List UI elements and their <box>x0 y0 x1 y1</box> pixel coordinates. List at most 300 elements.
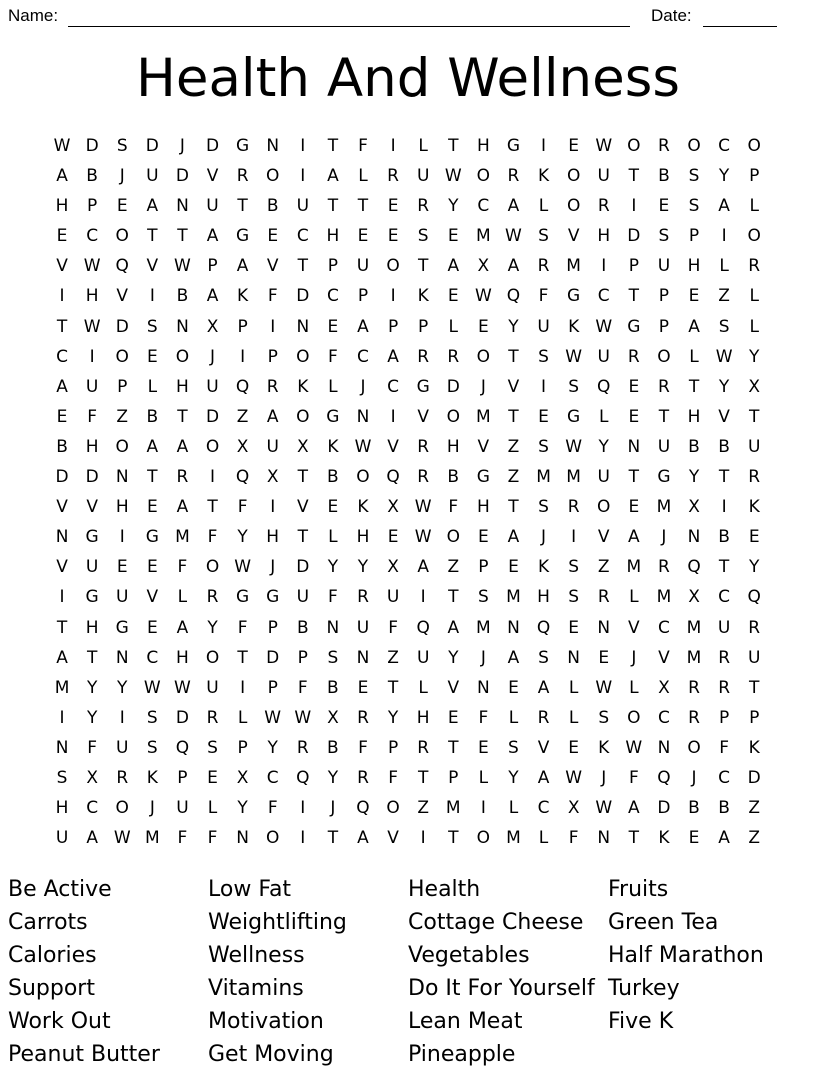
grid-letter: F <box>448 497 459 518</box>
grid-letter: C <box>357 346 369 367</box>
grid-letter: X <box>658 677 670 698</box>
grid-letter: R <box>748 617 761 638</box>
grid-letter: G <box>326 406 340 427</box>
grid-letter: M <box>476 406 491 427</box>
grid-letter: G <box>236 587 250 608</box>
grid-letter: Y <box>237 527 248 548</box>
grid-letter: S <box>508 737 519 758</box>
grid-letter: Y <box>237 798 248 819</box>
grid-letter: X <box>236 767 249 788</box>
grid-letter: I <box>300 828 306 849</box>
word-list-item: Work Out <box>8 1009 111 1034</box>
grid-letter: L <box>448 316 458 337</box>
word-list-item: Calories <box>8 943 97 968</box>
grid-letter: J <box>541 527 547 548</box>
grid-letter: M <box>566 467 581 488</box>
grid-letter: H <box>537 587 550 608</box>
grid-letter: H <box>115 497 129 518</box>
grid-letter: T <box>718 557 730 578</box>
grid-letter: Y <box>117 677 128 698</box>
grid-letter: U <box>597 467 610 488</box>
grid-letter: D <box>175 166 189 187</box>
grid-letter: U <box>356 256 370 277</box>
grid-letter: U <box>537 316 550 337</box>
grid-letter: S <box>568 376 580 397</box>
grid-letter: K <box>568 316 580 337</box>
grid-letter: N <box>687 527 701 548</box>
grid-letter: R <box>116 767 129 788</box>
grid-letter: A <box>447 617 460 638</box>
grid-letter: V <box>417 406 429 427</box>
grid-letter: A <box>56 376 68 397</box>
grid-letter: V <box>507 376 520 397</box>
grid-letter: A <box>56 647 68 668</box>
grid-letter: Y <box>267 737 278 758</box>
grid-letter: B <box>146 406 159 427</box>
grid-letter: K <box>658 828 670 849</box>
grid-letter: Y <box>718 376 730 397</box>
grid-letter: R <box>748 256 761 277</box>
word-list-item: Wellness <box>208 943 305 968</box>
grid-letter: G <box>145 527 159 548</box>
word-list-item: Half Marathon <box>608 943 764 968</box>
grid-letter: N <box>176 316 189 337</box>
grid-letter: P <box>267 677 278 698</box>
grid-letter: E <box>568 737 580 758</box>
grid-letter: O <box>747 226 761 247</box>
grid-letter: I <box>119 707 125 728</box>
grid-letter: M <box>476 226 491 247</box>
word-list-item: Pineapple <box>408 1042 516 1067</box>
word-list-item: Peanut Butter <box>8 1042 160 1067</box>
grid-letter: R <box>206 587 219 608</box>
grid-letter: R <box>357 767 369 788</box>
grid-letter: Q <box>235 467 250 488</box>
grid-letter: G <box>236 136 250 156</box>
grid-letter: S <box>688 166 700 187</box>
grid-letter: R <box>176 467 189 488</box>
grid-letter: X <box>327 707 339 728</box>
name-blank-line <box>68 26 630 27</box>
grid-letter: A <box>176 497 189 518</box>
grid-letter: P <box>117 376 128 397</box>
word-list-item: Get Moving <box>208 1042 334 1067</box>
grid-letter: Y <box>508 316 519 337</box>
grid-letter: G <box>85 587 99 608</box>
grid-letter: E <box>628 376 640 397</box>
grid-letter: B <box>266 196 279 217</box>
grid-letter: E <box>327 497 339 518</box>
grid-letter: P <box>237 737 248 758</box>
grid-letter: A <box>447 256 460 277</box>
grid-letter: O <box>476 346 491 367</box>
grid-letter: R <box>447 346 460 367</box>
grid-letter: T <box>327 828 339 849</box>
grid-letter: V <box>56 256 68 277</box>
grid-letter: W <box>474 286 492 307</box>
grid-letter: W <box>294 707 312 728</box>
grid-letter: F <box>358 737 368 758</box>
grid-letter: P <box>749 166 760 187</box>
grid-letter: A <box>387 346 399 367</box>
grid-letter: L <box>749 316 759 337</box>
grid-letter: R <box>597 196 610 217</box>
grid-letter: P <box>448 767 459 788</box>
grid-letter: H <box>85 436 99 457</box>
grid-letter: G <box>416 376 430 397</box>
grid-letter: K <box>297 376 309 397</box>
grid-letter: A <box>507 647 520 668</box>
grid-letter: E <box>146 497 158 518</box>
grid-letter: V <box>597 527 610 548</box>
grid-letter: O <box>266 828 280 849</box>
grid-letter: G <box>627 316 641 337</box>
grid-letter: T <box>297 467 308 488</box>
grid-letter: F <box>628 767 639 788</box>
grid-letter: R <box>417 346 430 367</box>
grid-letter: L <box>568 677 579 698</box>
grid-letter: D <box>205 406 220 427</box>
grid-letter: V <box>296 497 309 518</box>
grid-letter: J <box>691 767 697 788</box>
grid-letter: B <box>718 527 730 548</box>
grid-letter: L <box>358 166 368 187</box>
grid-letter: F <box>568 828 579 849</box>
grid-letter: P <box>177 767 188 788</box>
grid-letter: P <box>207 256 218 277</box>
grid-letter: K <box>237 286 249 307</box>
grid-letter: Z <box>507 436 520 457</box>
grid-letter: P <box>478 557 489 578</box>
grid-letter: A <box>537 677 550 698</box>
grid-letter: G <box>85 527 99 548</box>
grid-letter: W <box>595 316 613 337</box>
puzzle-title: Health And Wellness <box>135 48 680 109</box>
grid-letter: R <box>206 707 219 728</box>
grid-letter: O <box>205 557 220 578</box>
grid-letter: I <box>541 376 547 397</box>
grid-letter: L <box>147 376 158 397</box>
grid-letter: U <box>176 798 189 819</box>
grid-letter: T <box>448 737 459 758</box>
grid-letter: W <box>83 316 101 337</box>
grid-letter: D <box>85 467 99 488</box>
grid-letter: A <box>176 617 189 638</box>
grid-letter: W <box>264 707 282 728</box>
grid-letter: R <box>688 707 700 728</box>
grid-letter: R <box>658 136 670 156</box>
grid-letter: T <box>508 346 519 367</box>
grid-letter: U <box>386 587 400 608</box>
grid-letter: L <box>328 527 338 548</box>
grid-letter: B <box>688 798 700 819</box>
grid-letter: V <box>146 587 159 608</box>
grid-letter: J <box>179 136 185 156</box>
grid-letter: I <box>721 226 727 247</box>
grid-letter: U <box>657 436 671 457</box>
grid-letter: R <box>236 166 249 187</box>
grid-letter: H <box>85 617 99 638</box>
grid-letter: K <box>537 557 550 578</box>
grid-letter: Z <box>748 798 761 819</box>
grid-letter: Q <box>175 737 190 758</box>
grid-letter: A <box>357 316 369 337</box>
grid-letter: T <box>207 497 218 518</box>
grid-letter: R <box>387 166 399 187</box>
grid-letter: Q <box>506 286 521 307</box>
grid-letter: C <box>296 226 309 247</box>
grid-letter: D <box>296 286 310 307</box>
grid-letter: F <box>388 767 398 788</box>
grid-letter: K <box>327 436 339 457</box>
grid-letter: R <box>688 677 700 698</box>
grid-letter: Y <box>357 557 369 578</box>
grid-letter: X <box>387 557 399 578</box>
grid-letter: W <box>354 436 372 457</box>
grid-letter: N <box>326 617 340 638</box>
grid-letter: M <box>175 527 190 548</box>
grid-letter: Y <box>749 557 760 578</box>
grid-letter: I <box>240 346 246 367</box>
grid-letter: K <box>146 767 158 788</box>
grid-letter: Z <box>417 798 429 819</box>
grid-letter: Z <box>116 406 129 427</box>
grid-letter: R <box>417 737 430 758</box>
grid-letter: G <box>476 467 490 488</box>
grid-letter: U <box>296 587 310 608</box>
word-list-item: Weightlifting <box>208 910 347 935</box>
grid-letter: F <box>297 677 308 698</box>
grid-letter: H <box>597 226 611 247</box>
grid-letter: G <box>506 136 521 156</box>
grid-letter: Z <box>387 647 399 668</box>
grid-letter: D <box>55 467 69 488</box>
grid-letter: T <box>357 196 369 217</box>
grid-letter: K <box>748 497 760 518</box>
grid-letter: P <box>387 316 399 337</box>
grid-letter: S <box>538 436 549 457</box>
grid-letter: M <box>626 557 642 578</box>
grid-letter: E <box>207 767 218 788</box>
grid-letter: U <box>206 196 219 217</box>
grid-letter: L <box>538 196 549 217</box>
grid-letter: A <box>206 226 219 247</box>
grid-letter: X <box>688 587 700 608</box>
grid-letter: P <box>658 286 670 307</box>
grid-letter: Q <box>536 617 551 638</box>
grid-letter: L <box>629 677 639 698</box>
grid-letter: A <box>266 406 279 427</box>
grid-letter: P <box>628 256 639 277</box>
grid-letter: E <box>357 677 369 698</box>
grid-letter: T <box>237 647 248 668</box>
grid-letter: W <box>565 346 583 367</box>
grid-letter: K <box>537 166 550 187</box>
grid-letter: O <box>115 436 129 457</box>
grid-letter: H <box>446 436 460 457</box>
grid-letter: F <box>328 587 338 608</box>
grid-letter: A <box>417 557 429 578</box>
grid-letter: M <box>476 617 491 638</box>
grid-letter: R <box>266 376 279 397</box>
grid-letter: X <box>266 467 279 488</box>
grid-letter: W <box>234 557 252 578</box>
grid-letter: O <box>386 256 400 277</box>
grid-letter: V <box>266 256 279 277</box>
grid-letter: U <box>416 166 430 187</box>
grid-letter: O <box>566 196 581 217</box>
grid-letter: T <box>448 136 459 156</box>
grid-letter: N <box>567 647 580 668</box>
grid-letter: V <box>658 647 670 668</box>
grid-letter: X <box>206 316 219 337</box>
grid-letter: W <box>83 256 101 277</box>
grid-letter: V <box>477 436 490 457</box>
grid-letter: U <box>206 376 219 397</box>
grid-letter: U <box>116 737 129 758</box>
grid-letter: Q <box>115 256 129 277</box>
grid-letter: W <box>715 346 733 367</box>
grid-letter: T <box>448 587 459 608</box>
grid-letter: S <box>538 226 549 247</box>
grid-letter: N <box>115 467 129 488</box>
grid-letter: J <box>360 376 366 397</box>
grid-letter: D <box>747 767 761 788</box>
grid-letter: P <box>267 617 278 638</box>
grid-letter: E <box>598 647 610 668</box>
grid-letter: S <box>146 316 158 337</box>
grid-letter: X <box>688 497 700 518</box>
grid-letter: X <box>748 376 761 397</box>
grid-letter: L <box>629 587 639 608</box>
grid-letter: J <box>661 527 667 548</box>
grid-letter: B <box>718 436 730 457</box>
grid-letter: O <box>476 828 491 849</box>
grid-letter: L <box>689 346 699 367</box>
grid-letter: X <box>236 436 249 457</box>
grid-letter: E <box>357 226 369 247</box>
grid-letter: I <box>270 497 276 518</box>
grid-letter: C <box>86 226 99 247</box>
grid-letter: T <box>718 467 730 488</box>
grid-letter: H <box>266 527 280 548</box>
grid-letter: A <box>357 828 369 849</box>
grid-letter: M <box>506 587 521 608</box>
word-list-item: Cottage Cheese <box>408 910 584 935</box>
word-list-item: Motivation <box>208 1009 324 1034</box>
grid-letter: U <box>356 617 370 638</box>
grid-letter: R <box>567 497 580 518</box>
grid-letter: Y <box>448 647 459 668</box>
grid-letter: E <box>748 527 760 548</box>
grid-letter: L <box>508 798 519 819</box>
grid-letter: I <box>59 707 65 728</box>
grid-letter: I <box>390 136 396 156</box>
grid-letter: L <box>237 707 248 728</box>
grid-letter: E <box>327 316 339 337</box>
grid-letter: J <box>330 798 336 819</box>
grid-letter: Z <box>718 286 730 307</box>
grid-letter: W <box>414 497 432 518</box>
grid-letter: F <box>538 286 549 307</box>
grid-letter: H <box>476 497 490 518</box>
grid-letter: L <box>749 286 759 307</box>
grid-letter: F <box>87 406 98 427</box>
grid-letter: S <box>146 737 158 758</box>
grid-letter: S <box>568 587 580 608</box>
grid-letter: A <box>507 256 520 277</box>
grid-letter: Q <box>597 376 611 397</box>
grid-letter: J <box>119 166 125 187</box>
grid-letter: L <box>719 256 729 277</box>
grid-letter: F <box>267 286 278 307</box>
grid-letter: L <box>749 196 759 217</box>
grid-letter: I <box>390 406 396 427</box>
word-list-item: Five K <box>608 1009 674 1034</box>
grid-letter: E <box>387 527 399 548</box>
grid-letter: A <box>718 828 730 849</box>
grid-letter: K <box>748 737 760 758</box>
grid-letter: V <box>567 226 580 247</box>
grid-letter: I <box>300 798 306 819</box>
grid-letter: C <box>718 767 731 788</box>
grid-letter: A <box>327 166 339 187</box>
grid-letter: Y <box>327 557 339 578</box>
grid-letter: W <box>444 166 462 187</box>
grid-letter: A <box>86 828 98 849</box>
grid-letter: V <box>116 286 129 307</box>
grid-letter: O <box>627 707 641 728</box>
grid-letter: P <box>658 316 670 337</box>
grid-letter: R <box>537 707 550 728</box>
grid-letter: A <box>628 798 640 819</box>
grid-letter: R <box>748 467 761 488</box>
grid-letter: D <box>145 136 159 156</box>
grid-letter: Y <box>749 346 760 367</box>
grid-letter: J <box>601 767 607 788</box>
grid-letter: I <box>721 497 727 518</box>
grid-letter: S <box>327 647 339 668</box>
grid-letter: T <box>177 226 188 247</box>
grid-letter: M <box>656 497 672 518</box>
grid-letter: X <box>567 798 580 819</box>
grid-letter: R <box>597 587 610 608</box>
grid-letter: O <box>747 136 761 156</box>
grid-letter: C <box>387 376 400 397</box>
grid-letter: I <box>59 587 65 608</box>
grid-letter: S <box>538 647 549 668</box>
grid-letter: J <box>210 346 216 367</box>
word-list-item: Turkey <box>608 976 680 1001</box>
grid-letter: B <box>296 617 309 638</box>
grid-letter: J <box>631 647 637 668</box>
grid-letter: C <box>56 346 68 367</box>
grid-letter: F <box>237 617 248 638</box>
date-label: Date: <box>651 6 692 25</box>
grid-letter: T <box>417 767 429 788</box>
grid-letter: T <box>749 406 760 427</box>
grid-letter: H <box>326 226 340 247</box>
grid-letter: Y <box>207 617 218 638</box>
grid-letter: L <box>508 707 519 728</box>
grid-letter: O <box>115 226 129 247</box>
grid-letter: E <box>387 226 399 247</box>
grid-letter: O <box>296 406 310 427</box>
grid-letter: E <box>56 226 68 247</box>
grid-letter: A <box>718 196 730 217</box>
grid-letter: I <box>420 828 426 849</box>
grid-letter: J <box>480 376 486 397</box>
